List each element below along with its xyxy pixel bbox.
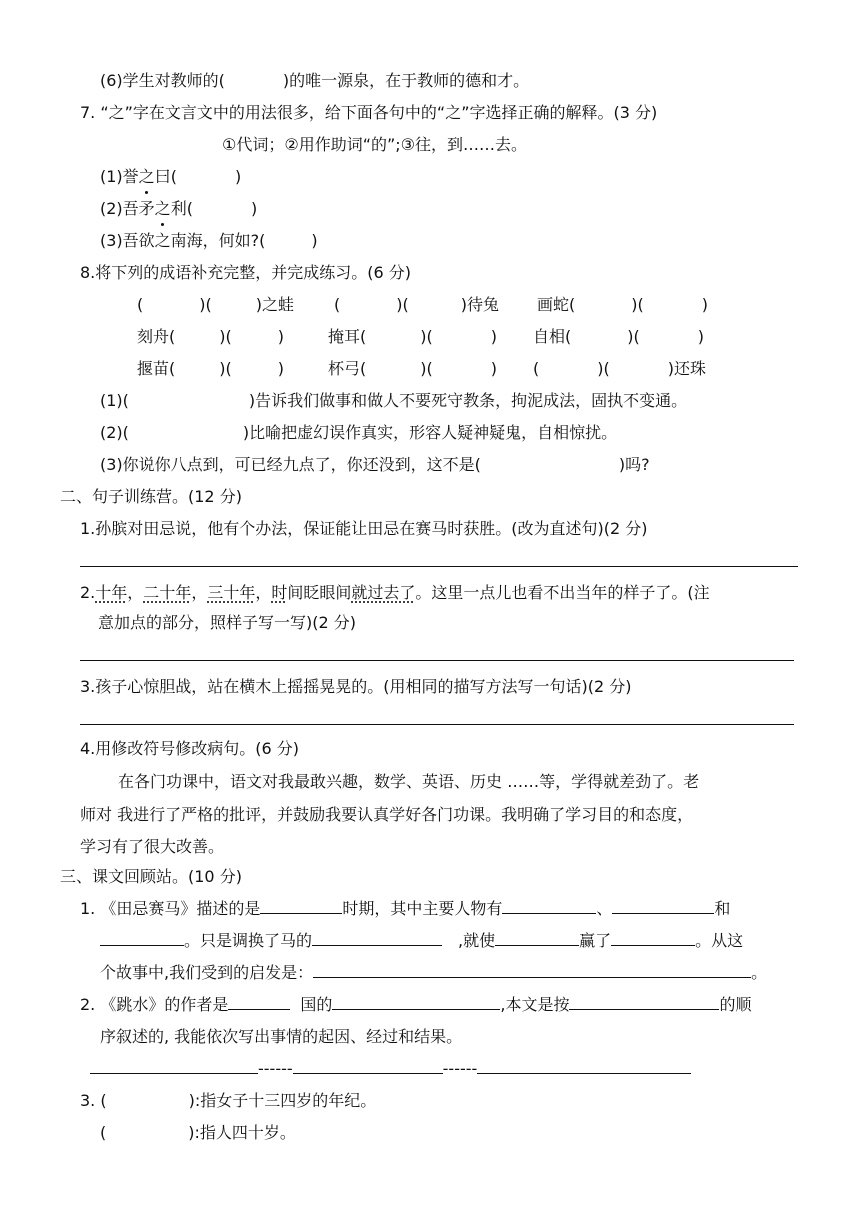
emphasis-dotted-text: 二十年 [143, 583, 192, 602]
sec3-q3-line1: 3. ( ):指女子十三四岁的年纪。 [80, 1091, 377, 1110]
sec2-q3: 3.孩子心惊胆战，站在横木上摇摇晃晃的。(用相同的描写方法写一句话)(2 分) [80, 677, 632, 696]
sec3-q2-line1: 2. 《跳水》的作者是 国的 ,本文是按 的顺 [80, 995, 752, 1014]
q6-6-line: (6)学生对教师的( )的唯一源泉，在于教师的德和才。 [100, 71, 530, 90]
sec3-q1-line3: 个故事中,我们受到的启发是： 。 [100, 963, 768, 982]
idiom-row-2: 刻舟( )( ) 掩耳( )( ) 自相( )( ) [137, 327, 704, 346]
blank[interactable] [332, 994, 500, 1010]
q8-sentence-1: (1)( )告诉我们做事和做人不要死守教条，拘泥成法，固执不变通。 [100, 391, 688, 410]
answer-line[interactable] [80, 724, 794, 725]
q7-item-2: (2)吾矛之利( ) [100, 199, 258, 218]
blank[interactable] [90, 1058, 258, 1074]
sec2-q2-line2: 意加点的部分，照样子写一写)(2 分) [98, 613, 356, 632]
q8-sentence-2: (2)( )比喻把虚幻误作真实，形容人疑神疑鬼，自相惊扰。 [100, 423, 618, 442]
emphasis-dotted-text: 十年 [95, 583, 128, 602]
blank[interactable] [495, 930, 579, 946]
sec2-q1: 1.孙膑对田忌说，他有个办法，保证能让田忌在赛马时获胜。(改为直述句)(2 分) [80, 519, 648, 538]
sec2-q4-para-1: 在各门功课中，语文对我最敢兴趣，数学、英语、历史 ……等，学得就差劲了。老 [118, 772, 700, 791]
sec2-q4-title: 4.用修改符号修改病句。(6 分) [80, 739, 300, 758]
blank[interactable] [569, 994, 719, 1010]
emphasis-dot-char: 之 [154, 199, 171, 218]
blank[interactable] [612, 898, 714, 914]
emphasis-dotted-text: 就过去了 [351, 583, 416, 602]
answer-line[interactable] [80, 660, 794, 661]
sec3-q2-sequence: ------ ------ [90, 1058, 691, 1080]
section-2-title: 二、句子训练营。(12 分) [60, 487, 242, 506]
blank[interactable] [312, 930, 442, 946]
blank[interactable] [228, 994, 290, 1010]
emphasis-dotted-text: 时 [271, 583, 288, 602]
blank[interactable] [100, 930, 184, 946]
sec3-q3-line2: ( ):指人四十岁。 [100, 1123, 296, 1142]
q7-title: 7. “之”字在文言文中的用法很多，给下面各句中的“之”字选择正确的解释。(3 分) [80, 103, 658, 122]
blank[interactable] [477, 1058, 691, 1074]
q8-sentence-3: (3)你说你八点到，可已经九点了，你还没到，这不是( )吗? [100, 455, 650, 474]
emphasis-dot-char: 之 [138, 167, 155, 186]
blank[interactable] [611, 930, 695, 946]
blank[interactable] [260, 898, 342, 914]
q7-item-3: (3)吾欲之南海，何如?( ) [100, 231, 318, 250]
answer-line[interactable] [80, 566, 798, 567]
sec3-q2-line2: 序叙述的, 我能依次写出事情的起因、经过和结果。 [100, 1027, 463, 1046]
q7-item-1: (1)誉之曰( ) [100, 167, 242, 186]
sec2-q4-para-3: 学习有了很大改善。 [80, 837, 225, 856]
section-3-title: 三、课文回顾站。(10 分) [60, 867, 242, 886]
q7-options: ①代词；②用作助词“的”;③往，到……去。 [222, 135, 528, 154]
blank[interactable] [293, 1058, 443, 1074]
sec3-q1-line2: 。只是调换了马的 ,就使 赢了 。从这 [100, 930, 743, 952]
sec2-q2-line1: 2.十年，二十年，三十年，时间眨眼间就过去了。这里一点儿也看不出当年的样子了。(注 [80, 583, 710, 602]
sec2-q4-para-2: 师对 我进行了严格的批评，并鼓励我要认真学好各门功课。我明确了学习目的和态度， [80, 805, 694, 824]
blank[interactable] [502, 898, 596, 914]
idiom-row-3: 揠苗( )( ) 杯弓( )( ) ( )( )还珠 [137, 359, 706, 378]
q8-title: 8.将下列的成语补充完整，并完成练习。(6 分) [80, 263, 412, 282]
sec3-q1-line1: 1. 《田忌赛马》描述的是 时期，其中主要人物有 、 和 [80, 899, 731, 918]
idiom-row-1: ( )( )之蛙 ( )( )待兔 画蛇( )( ) [137, 295, 708, 314]
emphasis-dotted-text: 三十年 [207, 583, 256, 602]
blank[interactable] [313, 962, 751, 978]
